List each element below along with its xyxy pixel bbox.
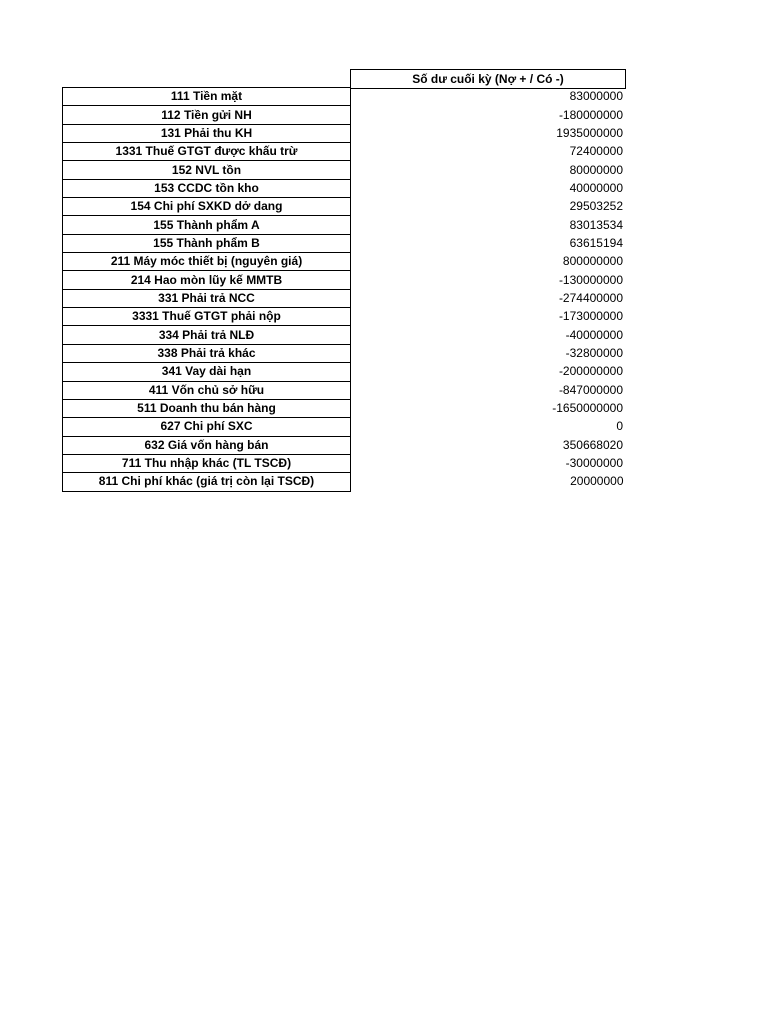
balance-value-cell: 1935000000 <box>556 125 623 140</box>
table-row <box>63 234 626 252</box>
table-row <box>63 363 626 381</box>
account-name-cell: 331 Phải trả NCC <box>63 289 351 307</box>
account-name-cell: 112 Tiền gửi NH <box>63 106 351 124</box>
account-name-cell: 211 Máy móc thiết bị (nguyên giá) <box>63 253 351 271</box>
account-name-cell: 152 NVL tồn <box>63 161 351 179</box>
balance-value-cell: 350668020 <box>562 437 623 452</box>
balance-value-cell: 83013534 <box>569 217 623 232</box>
account-name-cell: 632 Giá vốn hàng bán <box>63 436 351 454</box>
table-row <box>63 473 626 491</box>
account-name-cell: 155 Thành phẩm A <box>63 216 351 234</box>
account-name-cell: 155 Thành phẩm B <box>63 234 351 252</box>
balance-value-cell: 83000000 <box>569 89 623 104</box>
table-body <box>63 88 626 492</box>
balance-value-cell: -40000000 <box>565 327 623 342</box>
balance-value-cell: 800000000 <box>562 254 623 269</box>
account-name-cell: 334 Phải trả NLĐ <box>63 326 351 344</box>
balance-value-cell: -32800000 <box>565 345 623 360</box>
table-row <box>63 289 626 307</box>
account-name-cell: 3331 Thuế GTGT phải nộp <box>63 308 351 326</box>
table-row <box>63 124 626 142</box>
balance-value-cell: -173000000 <box>558 309 623 324</box>
account-name-cell: 153 CCDC tồn kho <box>63 179 351 197</box>
table-row <box>63 179 626 197</box>
balance-value-cell: 40000000 <box>569 180 623 195</box>
table-row <box>63 253 626 271</box>
account-name-cell: 214 Hao mòn lũy kế MMTB <box>63 271 351 289</box>
table-row <box>63 88 626 106</box>
account-name-cell: 811 Chi phí khác (giá trị còn lại TSCĐ) <box>63 473 351 491</box>
account-name-cell: 111 Tiền mặt <box>63 88 351 106</box>
account-name-cell: 131 Phải thu KH <box>63 124 351 142</box>
account-balance-table <box>62 87 626 492</box>
balance-value-cell: -847000000 <box>558 382 623 397</box>
balance-value-cell: 29503252 <box>569 199 623 214</box>
balance-value-cell: -200000000 <box>558 364 623 379</box>
balance-value-cell: -30000000 <box>565 456 623 471</box>
account-name-cell: 627 Chi phí SXC <box>63 418 351 436</box>
account-name-cell: 154 Chi phí SXKD dở dang <box>63 198 351 216</box>
account-name-cell: 511 Doanh thu bán hàng <box>63 399 351 417</box>
account-name-cell: 711 Thu nhập khác (TL TSCĐ) <box>63 454 351 472</box>
table-row <box>63 161 626 179</box>
table-row <box>63 344 626 362</box>
table-row <box>63 198 626 216</box>
table-row <box>63 326 626 344</box>
table-row <box>63 106 626 124</box>
balance-value-cell: 20000000 <box>570 474 624 489</box>
account-name-cell: 341 Vay dài hạn <box>63 363 351 381</box>
balance-value-cell: -274400000 <box>558 290 623 305</box>
balance-value-cell: 72400000 <box>569 144 623 159</box>
account-name-cell: 338 Phải trả khác <box>63 344 351 362</box>
table-row <box>63 308 626 326</box>
table-row <box>63 143 626 161</box>
balance-value-cell: -130000000 <box>558 272 623 287</box>
balance-column-header: Số dư cuối kỳ (Nợ + / Có -) <box>350 69 626 89</box>
table-row <box>63 418 626 436</box>
account-name-cell: 411 Vốn chủ sở hữu <box>63 381 351 399</box>
table-row <box>63 454 626 472</box>
balance-value-cell: 63615194 <box>569 235 623 250</box>
table-row <box>63 271 626 289</box>
balance-value-cell: 0 <box>616 419 623 434</box>
balance-value-cell: -180000000 <box>558 107 623 122</box>
account-name-cell: 1331 Thuế GTGT được khấu trừ <box>63 143 351 161</box>
table-row <box>63 216 626 234</box>
balance-value-cell: 80000000 <box>569 162 623 177</box>
table-row <box>63 399 626 417</box>
table-row <box>63 436 626 454</box>
balance-value-cell: -1650000000 <box>552 401 623 416</box>
table-row <box>63 381 626 399</box>
